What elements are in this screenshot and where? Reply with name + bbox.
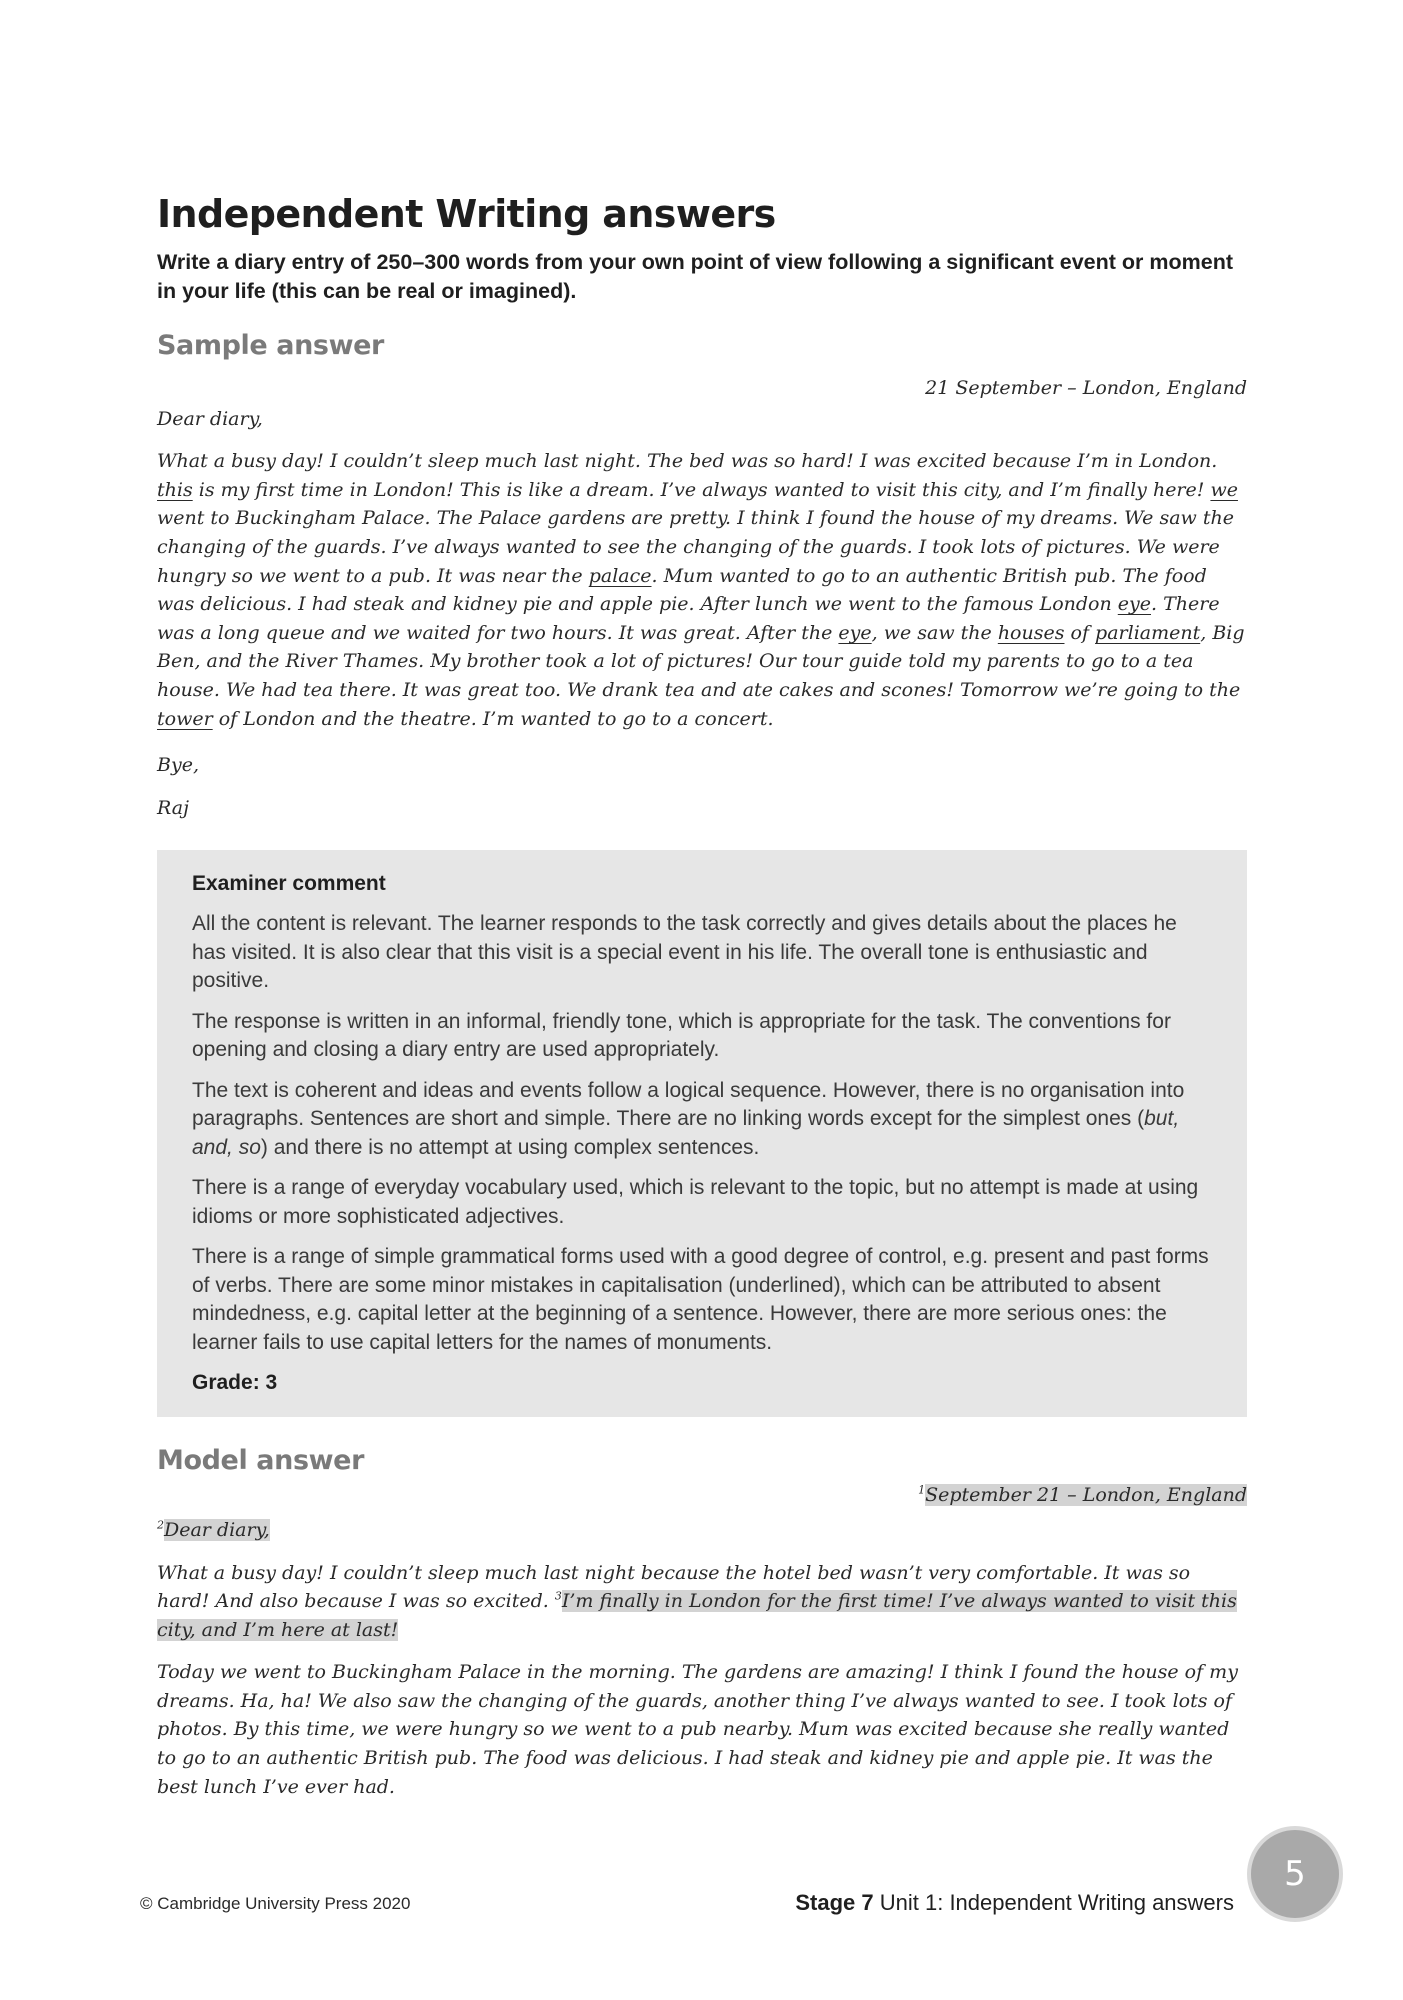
page-title: Independent Writing answers xyxy=(157,192,776,236)
sample-text: of London and the theatre. I’m wanted to go to a concert. xyxy=(212,707,774,730)
grade-label: Grade: 3 xyxy=(192,1371,278,1395)
underlined-mistake: palace xyxy=(588,564,652,587)
sample-closing: Bye, xyxy=(157,754,199,777)
examiner-paragraph: There is a range of simple grammatical forms used with a good degree of control, e.g. present and past forms of verbs. There are some minor mistakes in capitalisation (underlined), which can be attributed to absent mindedness, e.g. capital letter at the beginning of a sentence. However, there are more serious ones: the learner fails to use capital letters for the names of monuments. xyxy=(192,1245,1209,1354)
page-number-badge xyxy=(1247,1826,1343,1922)
page-number: 5 xyxy=(1284,1854,1306,1894)
annotation-number: 1 xyxy=(918,1483,926,1497)
highlighted-sentence: I’m finally in London for the first time! I’ve always wanted to visit this city, and I’m here at last! xyxy=(157,1590,1237,1641)
model-paragraph-1 xyxy=(157,1559,1247,1645)
sample-text: What a busy day! I couldn’t sleep much last night. The bed was so hard! I was excited because I’m in London. xyxy=(157,450,1218,473)
examiner-comment-box xyxy=(157,850,1247,1417)
underlined-mistake: eye xyxy=(838,621,872,644)
model-text: What a busy day! I couldn’t sleep much last night because the hotel bed wasn’t very comfortable. It was so hard! And also because I was so excited. xyxy=(157,1561,1191,1613)
examiner-text: The text is coherent and ideas and events follow a logical sequence. However, there is no organisation into paragraphs. Sentences are short and simple. There are no linking words except for the simplest ones ( xyxy=(192,1078,1185,1131)
underlined-mistake: we xyxy=(1210,478,1238,501)
underlined-mistake: this xyxy=(157,478,193,501)
examiner-paragraph: All the content is relevant. The learner responds to the task correctly and gives details about the places he has visited. It is also clear that this visit is a special event in his life. The overall tone is enthusiastic and positive. xyxy=(192,912,1177,993)
footer-stage: Stage 7 xyxy=(795,1890,874,1915)
sample-signature: Raj xyxy=(157,796,189,819)
examiner-paragraph xyxy=(192,1077,1212,1163)
page-content xyxy=(157,190,1247,1801)
annotation-number: 3 xyxy=(554,1589,562,1603)
footer-unit-title xyxy=(795,1890,1234,1916)
sample-text: , Big Ben, and the River Thames. My brother took a lot of pictures! Our tour guide told my parents to go to a tea house. We had tea there. It was great too. We drank tea and ate cakes and scones! Tomorrow we’re going to the xyxy=(157,621,1245,701)
sample-text: . Mum wanted to go to an authentic British pub. The food was delicious. I had steak and kidney pie and apple pie. After lunch we went to the famous London xyxy=(157,564,1207,616)
examiner-paragraph: The response is written in an informal, friendly tone, which is appropriate for the task. The conventions for opening and closing a diary entry are used appropriately. xyxy=(192,1009,1171,1062)
examiner-paragraph: There is a range of everyday vocabulary used, which is relevant to the topic, but no attempt is made at using idioms or more sophisticated adjectives. xyxy=(192,1176,1199,1228)
annotation-number: 2 xyxy=(157,1518,164,1532)
underlined-mistake: tower xyxy=(157,707,213,730)
sample-body xyxy=(157,447,1247,733)
model-paragraph-2: Today we went to Buckingham Palace in the morning. The gardens are amazing! I think I found the house of my dreams. Ha, ha! We also saw the changing of the guards, another thing I’ve always wanted to see. I took lots of photos. By this time, we were hungry so we went to a pub nearby. Mum was excited because she really wanted to go to an authentic British pub. The food was delicious. I had steak and kidney pie and apple pie. It was the best lunch I’ve ever had. xyxy=(157,1661,1238,1798)
sample-text: , we saw the xyxy=(871,621,998,644)
examiner-italic-text: but, and, so xyxy=(192,1107,1180,1159)
sample-greeting: Dear diary, xyxy=(157,407,263,430)
highlighted-greeting: Dear diary, xyxy=(164,1518,270,1541)
underlined-mistake: eye xyxy=(1117,593,1151,616)
sample-text: . There was a long queue and we waited for two hours. It was great. After the xyxy=(157,593,1220,644)
footer-unit: Unit 1: Independent Writing answers xyxy=(873,1890,1234,1915)
model-dateline xyxy=(157,1481,1247,1510)
examiner-text: ) and there is no attempt at using complex sentences. xyxy=(260,1135,760,1159)
sample-answer-heading: Sample answer xyxy=(157,330,384,361)
underlined-mistake: parliament xyxy=(1095,621,1201,644)
sample-dateline: 21 September – London, England xyxy=(925,377,1247,399)
copyright-notice: © Cambridge University Press 2020 xyxy=(140,1894,411,1913)
highlighted-dateline: September 21 – London, England xyxy=(925,1484,1247,1507)
sample-text: of xyxy=(1064,621,1096,644)
underlined-mistake: houses xyxy=(997,621,1065,644)
task-prompt: Write a diary entry of 250–300 words from your own point of view following a significant event or moment in your life (this can be real or imagined). xyxy=(157,250,1233,303)
examiner-comment-heading: Examiner comment xyxy=(192,872,386,896)
sample-text: is my first time in London! This is like a dream. I’ve always wanted to visit this city, and I’m finally here! xyxy=(192,478,1211,501)
sample-text: went to Buckingham Palace. The Palace gardens are pretty. I think I found the house of my dreams. We saw the changing of the guards. I’ve always wanted to see the changing of the guards. I took lots of pictures. We were hungry so we went to a pub. It was near the xyxy=(157,507,1234,587)
model-greeting xyxy=(157,1516,1247,1545)
model-answer-heading: Model answer xyxy=(157,1445,364,1477)
